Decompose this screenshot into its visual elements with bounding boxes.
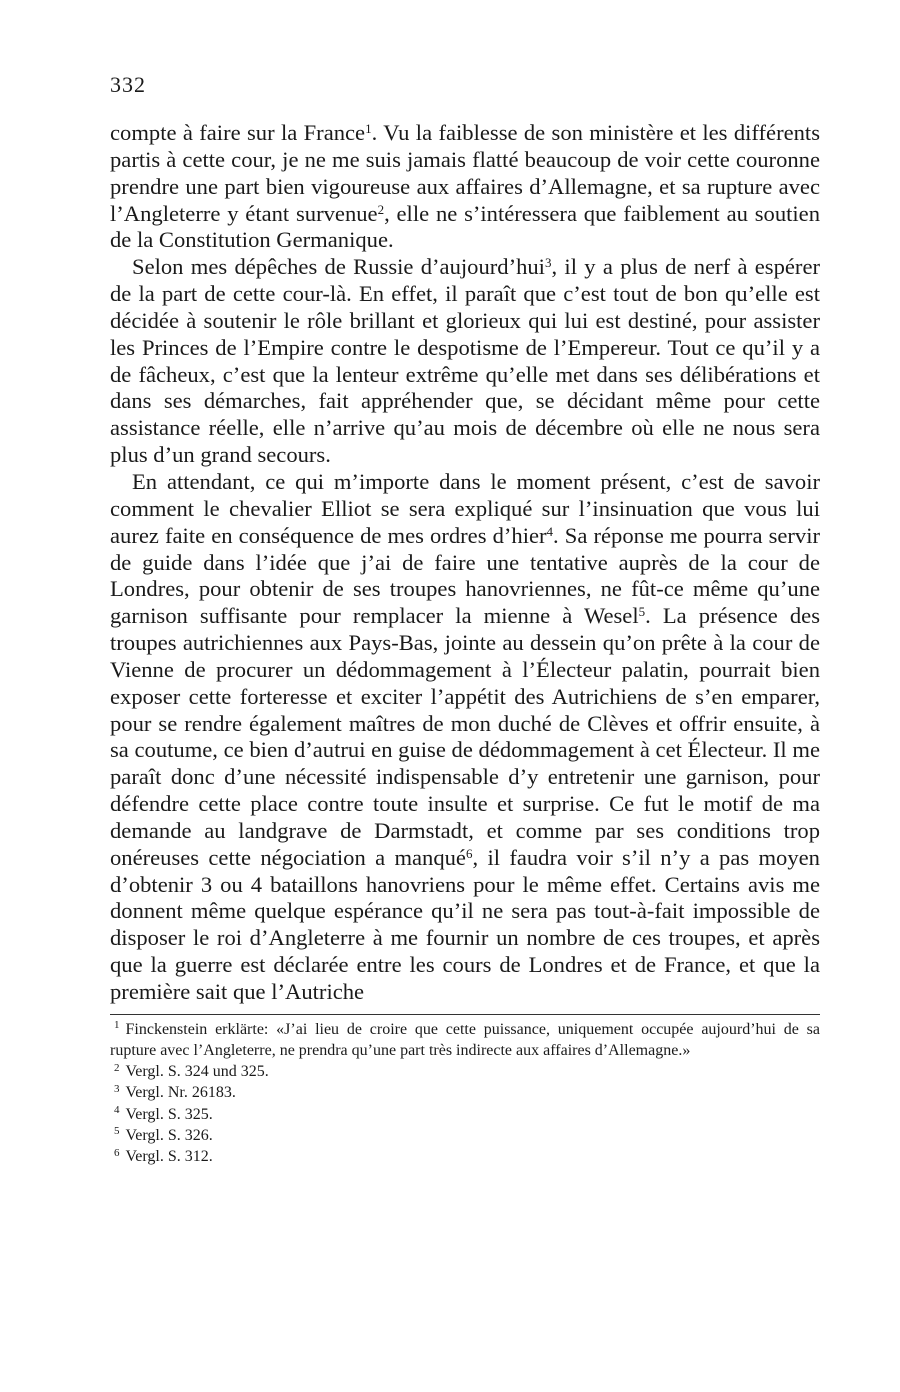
footnote-ref: 2 (377, 201, 385, 217)
paragraph-text: , elle ne s’intéressera que faiblement au soutien de la Constitution Germanique. (110, 200, 821, 253)
footnote-number: 4 (114, 1104, 120, 1117)
paragraph-text: compte à faire sur la France (110, 120, 366, 145)
paragraph-text: . Sa réponse me pourra servir de guide dans l’idée que j’ai de faire une tentative auprès de la cour de Londres, pour obtenir de ses troupes hanovriennes, ne fût-ce même qu’une garnison suffisante pour remplacer la mienne à Wesel (110, 522, 821, 629)
footnote-ref: 5 (638, 604, 646, 620)
paragraph (110, 120, 820, 254)
paragraph-text: Selon mes dépêches de Russie d’aujourd’hui (132, 254, 545, 280)
paragraph-text: , il faudra voir s’il n’y a pas moyen d’obtenir 3 ou 4 bataillons hanovriens pour le même effet. Certains avis me donnent même quelque espérance qu’il ne sera pas tout-à-fait impossible de disposer le roi d’Angleterre à me fournir un nombre de ces troupes, et après que la guerre est déclarée entre les cours de Londres et de France, et que la première sait que l’Autriche (110, 844, 820, 1004)
paragraph-text: , il y a plus de nerf à espérer de la part de cette cour-là. En effet, il paraît que c’est tout de bon qu’elle est décidée à soutenir le rôle brillant et glorieux qui lui est destiné, pour assister les Princes de l’Empire contre le despotisme de l’Empereur. Tout ce qu’il y a de fâcheux, c’est que la lenteur extrême qu’elle met dans ses délibérations et dans ses démarches, fait appréhender que, se décidant même pour cette assistance réelle, elle n’arrive qu’au mois de décembre où elle ne nous sera plus d’un grand secours. (110, 254, 820, 468)
footnote (110, 1019, 820, 1061)
footnote (110, 1061, 820, 1082)
footnote (110, 1125, 820, 1146)
footnote-text: Vergl. S. 324 und 325. (125, 1063, 269, 1081)
footnote-ref: 4 (546, 523, 554, 539)
book-page (110, 70, 820, 1167)
footnote-ref: 6 (465, 845, 473, 861)
page-number: 332 (110, 72, 146, 97)
footnote-ref: 1 (365, 120, 372, 136)
footnote-number: 5 (114, 1125, 120, 1138)
footnote (110, 1146, 820, 1167)
footnote-divider (110, 1014, 820, 1015)
paragraph (110, 469, 820, 1006)
footnote-number: 2 (114, 1061, 120, 1074)
footnote-text: Vergl. S. 312. (125, 1148, 213, 1166)
footnote-text: Vergl. Nr. 26183. (125, 1084, 236, 1102)
footnote (110, 1104, 820, 1125)
footnote-ref: 3 (544, 255, 552, 271)
paragraph-text: En attendant, ce qui m’importe dans le moment présent, c’est de savoir comment le chevalier Elliot se sera expliqué sur l’insinuation que vous lui aurez faite en conséquence de mes ordres d’hier (110, 468, 820, 548)
paragraph-text: . La présence des troupes autrichiennes aux Pays-Bas, jointe au dessein qu’on prête à la cour de Vienne de procurer un dédommagement à l’Électeur palatin, pourrait bien exposer cette forteresse et exciter l’appétit des Autrichiens de s’en emparer, pour se rendre également maîtres de mon duché de Clèves et offrir ensuite, à sa coutume, ce bien d’autrui en guise de dédommagement à cet Électeur. Il me paraît donc d’une nécessité indispensable d’y entretenir une garnison, pour défendre cette place contre toute insulte et surprise. Ce fut le motif de ma demande au landgrave de Darmstadt, et comme par ses conditions trop onéreuses cette négociation a manqué (110, 603, 820, 870)
paragraph-text: . Vu la faiblesse de son ministère et les différents partis à cette cour, je ne me suis jamais flatté beaucoup de voir cette couronne prendre une part bien vigoureuse aux affaires d’Allemagne, et sa rupture avec l’Angleterre y étant survenue (110, 120, 820, 226)
paragraph (110, 254, 820, 469)
footnote-number: 1 (114, 1019, 120, 1032)
footnotes (110, 1019, 820, 1167)
footnote-text: Finckenstein erklärte: «J’ai lieu de croire que cette puissance, uniquement occupée aujourd’hui de sa rupture avec l’Angleterre, ne prendra qu’une part très indirecte aux affaires d’Allemagne.» (110, 1020, 820, 1060)
footnote-text: Vergl. S. 325. (125, 1105, 213, 1123)
footnote-number: 3 (114, 1082, 120, 1095)
footnote (110, 1082, 820, 1103)
main-text (110, 120, 820, 1006)
footnote-number: 6 (114, 1146, 120, 1159)
footnote-text: Vergl. S. 326. (125, 1126, 213, 1144)
